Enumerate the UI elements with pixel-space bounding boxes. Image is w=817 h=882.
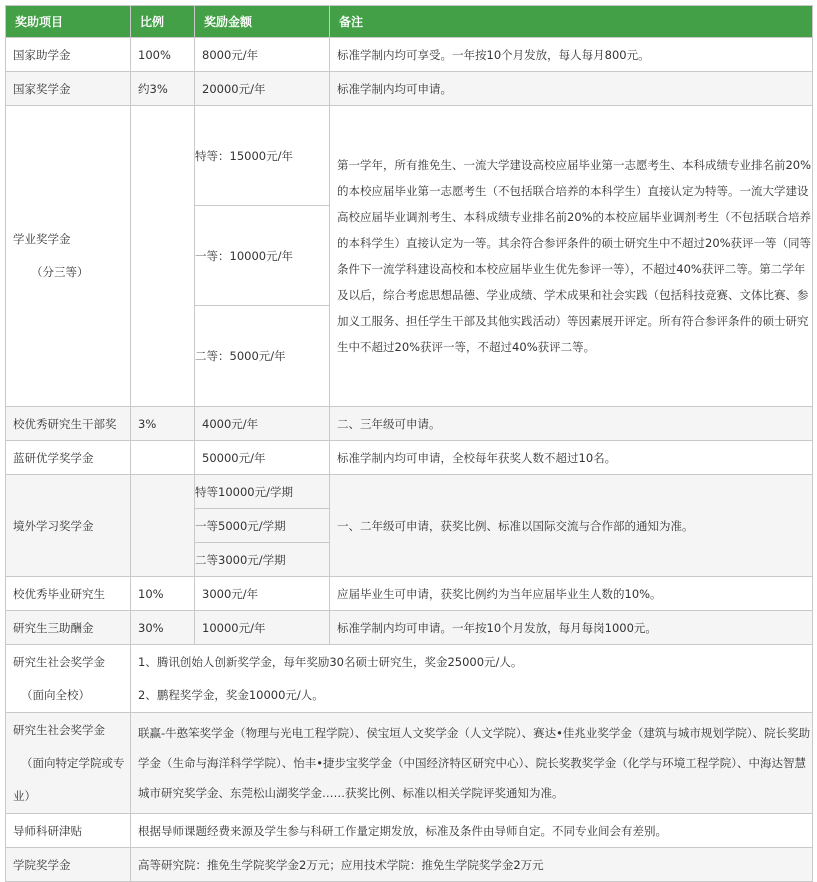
row-item — [6, 713, 131, 814]
header-item: 奖助项目 — [6, 6, 131, 38]
table-row — [6, 38, 813, 72]
row-item-line1: 学业奖学金 — [13, 232, 71, 246]
row-amount: 8000元/年 — [195, 38, 330, 72]
table-row — [6, 577, 813, 611]
row-ratio — [131, 441, 195, 475]
table-row — [6, 475, 813, 509]
row-note: 联赢-牛憨笨奖学金（物理与光电工程学院）、侯宝垣人文奖学金（人文学院）、赛达•佳兆业奖学金（建筑与城市规划学院）、院长奖助学金（生命与海洋科学学院）、怡丰•捷步宝奖学金（中国经济特区研究中心）、院长奖教奖学金（化学与环境工程学院）、中海达智慧城市研究奖学金、东莞松山湖奖学金……获奖比例、标准以相关学院评奖通知为准。 — [131, 713, 813, 814]
row-amount: 10000元/年 — [195, 611, 330, 645]
row-note: 标准学制内均可申请。一年按10个月发放，每月每岗1000元。 — [330, 611, 813, 645]
row-item: 蓝研优学奖学金 — [6, 441, 131, 475]
row-ratio: 100% — [131, 38, 195, 72]
row-note: 标准学制内均可申请。 — [330, 72, 813, 106]
row-note — [131, 645, 813, 713]
row-note-line1: 1、腾讯创始人创新奖学金，每年奖励30名硕士研究生，奖金25000元/人。 — [138, 654, 523, 669]
table-row — [6, 106, 813, 206]
table-row — [6, 645, 813, 713]
row-item-line2: （面向全校） — [21, 687, 90, 702]
row-amount: 二等3000元/学期 — [195, 543, 330, 577]
row-item: 学院奖学金 — [6, 848, 131, 882]
row-amount: 一等5000元/学期 — [195, 509, 330, 543]
row-amount: 3000元/年 — [195, 577, 330, 611]
row-amount: 一等：10000元/年 — [195, 206, 330, 306]
row-item: 校优秀研究生干部奖 — [6, 407, 131, 441]
row-item: 国家奖学金 — [6, 72, 131, 106]
row-note: 一、二年级可申请，获奖比例、标准以国际交流与合作部的通知为准。 — [330, 475, 813, 577]
row-note: 根据导师课题经费来源及学生参与科研工作量定期发放，标准及条件由导师自定。不同专业间会有差别。 — [131, 814, 813, 848]
row-ratio: 10% — [131, 577, 195, 611]
row-item — [6, 645, 131, 713]
row-item-line2: （面向特定学院或专 — [21, 755, 125, 770]
row-item — [6, 106, 131, 407]
table-row — [6, 72, 813, 106]
row-item-line1: 研究生社会奖学金 — [13, 722, 105, 737]
table-header-row — [6, 6, 813, 38]
row-note: 第一学年，所有推免生、一流大学建设高校应届毕业第一志愿考生、本科成绩专业排名前20%的本校应届毕业第一志愿考生（不包括联合培养的本科学生）直接认定为特等。一流大学建设高校应届毕业调剂考生、本科成绩专业排名前20%的本校应届毕业调剂考生（不包括联合培养的本科学生）直接认定为一等。其余符合参评条件的硕士研究生中不超过20%获评一等（同等条件下一流学科建设高校和本校应届毕业生优先参评一等），不超过40%获评二等。第二学年及以后，综合考虑思想品德、学业成绩、学术成果和社会实践（包括科技竞赛、文体比赛、参加义工服务、担任学生干部及其他实践活动）等因素展开评定。所有符合参评条件的硕士研究生中不超过20%获评一等，不超过40%获评二等。 — [330, 106, 813, 407]
table-row — [6, 611, 813, 645]
row-amount: 二等：5000元/年 — [195, 306, 330, 407]
table-row — [6, 407, 813, 441]
table-row — [6, 441, 813, 475]
row-amount: 20000元/年 — [195, 72, 330, 106]
row-item-line3: 业） — [13, 788, 36, 803]
header-amount: 奖励金额 — [195, 6, 330, 38]
row-note: 二、三年级可申请。 — [330, 407, 813, 441]
row-item-line2: （分三等） — [31, 265, 89, 279]
row-note-line2: 2、鹏程奖学金，奖金10000元/人。 — [138, 687, 324, 702]
table-row — [6, 848, 813, 882]
row-amount: 特等：15000元/年 — [195, 106, 330, 206]
header-ratio: 比例 — [131, 6, 195, 38]
row-note: 应届毕业生可申请，获奖比例约为当年应届毕业生人数的10%。 — [330, 577, 813, 611]
row-ratio: 30% — [131, 611, 195, 645]
row-item: 国家助学金 — [6, 38, 131, 72]
row-amount: 特等10000元/学期 — [195, 475, 330, 509]
row-ratio — [131, 475, 195, 577]
row-item: 研究生三助酬金 — [6, 611, 131, 645]
row-ratio — [131, 106, 195, 407]
row-item: 境外学习奖学金 — [6, 475, 131, 577]
row-item: 导师科研津贴 — [6, 814, 131, 848]
row-amount: 4000元/年 — [195, 407, 330, 441]
row-item: 校优秀毕业研究生 — [6, 577, 131, 611]
row-item-line1: 研究生社会奖学金 — [13, 654, 105, 669]
row-note: 标准学制内均可享受。一年按10个月发放，每人每月800元。 — [330, 38, 813, 72]
scholarship-table — [5, 5, 813, 882]
row-note: 标准学制内均可申请，全校每年获奖人数不超过10名。 — [330, 441, 813, 475]
table-row — [6, 713, 813, 814]
row-ratio: 3% — [131, 407, 195, 441]
table-row — [6, 814, 813, 848]
header-note: 备注 — [330, 6, 813, 38]
row-note: 高等研究院：推免生学院奖学金2万元；应用技术学院：推免生学院奖学金2万元 — [131, 848, 813, 882]
row-amount: 50000元/年 — [195, 441, 330, 475]
row-ratio: 约3% — [131, 72, 195, 106]
